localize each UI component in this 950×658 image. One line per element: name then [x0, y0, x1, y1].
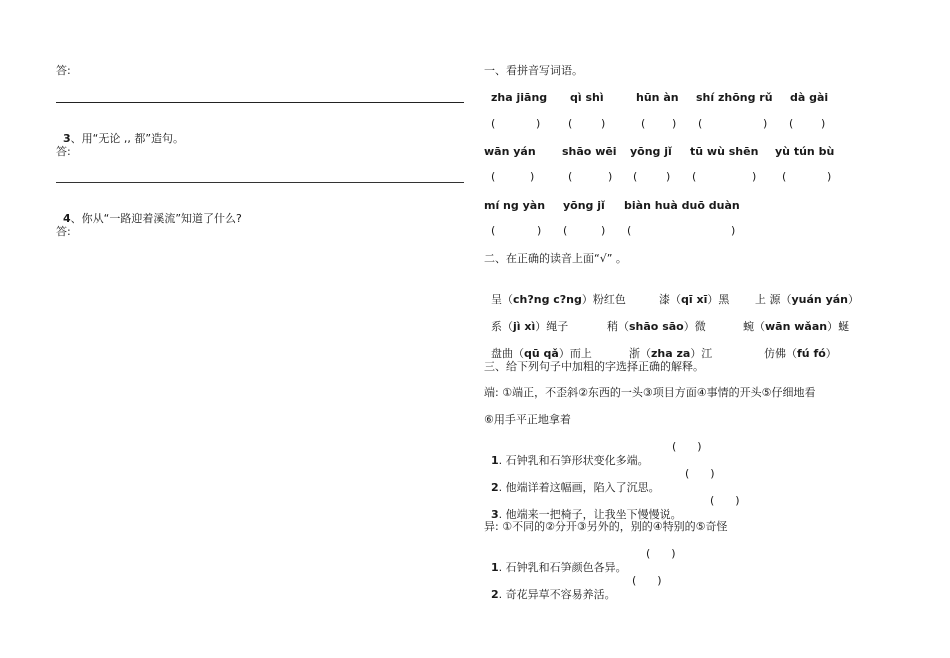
choice-word: 浙（ [629, 347, 651, 360]
choice-pinyin[interactable]: wān wǎan [765, 320, 828, 333]
choice-word: ）粉红色 [581, 293, 626, 306]
item-number: 1 [491, 561, 499, 574]
blank-close: ) [536, 117, 541, 130]
duan-item-2 [484, 467, 660, 495]
answer-line-2 [56, 182, 464, 183]
choice-pinyin[interactable]: ch?ng c?ng [513, 293, 582, 306]
blank-open: ( [698, 117, 703, 130]
blank-open: ( [491, 117, 496, 130]
section-1-title: 一、看拼音写词语。 [484, 64, 583, 77]
answer-paren[interactable]: ( ) [646, 547, 676, 560]
reading-choice [748, 279, 859, 307]
reading-choice [757, 333, 837, 361]
yi-item-1 [484, 547, 627, 575]
choice-word: 系（ [491, 320, 513, 333]
reading-choice [484, 306, 568, 334]
choice-word: 漆（ [659, 293, 681, 306]
choice-word: 蜿（ [743, 320, 765, 333]
pinyin-item: qì shì [570, 91, 604, 104]
blank-open: ( [563, 224, 568, 237]
blank-open: ( [568, 170, 573, 183]
blank-open: ( [641, 117, 646, 130]
choice-pinyin[interactable]: zha za [651, 347, 691, 360]
blank-open: ( [789, 117, 794, 130]
reading-choice [736, 306, 849, 334]
choice-pinyin[interactable]: qū qǎ [524, 347, 559, 360]
choice-word: ） [825, 347, 837, 360]
item-text: . 他端来一把椅子，让我坐下慢慢说。 [498, 508, 682, 521]
pinyin-item: yù tún bù [775, 145, 835, 158]
choice-word: ）蜒 [827, 320, 850, 333]
pinyin-item: mí ng yàn [484, 199, 546, 212]
blank-open: ( [491, 224, 496, 237]
item-number: 2 [491, 588, 499, 601]
choice-word: 呈（ [491, 293, 513, 306]
blank-close: ) [763, 117, 768, 130]
yi-item-2 [484, 574, 616, 602]
reading-choice [484, 279, 626, 307]
choice-pinyin[interactable]: fú fó [797, 347, 826, 360]
item-number: 1 [491, 454, 499, 467]
answer-label-1: 答: [56, 64, 71, 77]
choice-pinyin[interactable]: shāo sāo [629, 320, 684, 333]
blank-close: ) [666, 170, 671, 183]
answer-label-2: 答: [56, 145, 71, 158]
pinyin-item: wān yán [484, 145, 536, 158]
question-4-text: 、你从“一路迎着溪流”知道了什么? [70, 212, 242, 225]
choice-word: ）绳子 [535, 320, 569, 333]
blank-open: ( [627, 224, 632, 237]
blank-close: ) [601, 224, 606, 237]
choice-word: 盘曲（ [491, 347, 524, 360]
choice-word: ）而上 [558, 347, 592, 360]
blank-close: ) [537, 224, 542, 237]
answer-paren[interactable]: ( ) [685, 467, 715, 480]
blank-open: ( [692, 170, 697, 183]
blank-close: ) [672, 117, 677, 130]
choice-word: ）江 [690, 347, 713, 360]
duan-item-1 [484, 440, 649, 468]
choice-word: 稍（ [607, 320, 629, 333]
pinyin-item: dà gài [790, 91, 829, 104]
question-3-text: 、用“无论 ,, 都”造句。 [70, 132, 185, 145]
duan-definitions: 端: ①端正，不歪斜②东西的一头③项目方面④事情的开头⑤仔细地看 [484, 386, 816, 399]
blank-close: ) [821, 117, 826, 130]
item-text: . 奇花异草不容易养活。 [498, 588, 616, 601]
answer-line-1 [56, 102, 464, 103]
pinyin-item: zha jiāng [491, 91, 548, 104]
pinyin-item: tū wù shēn [690, 145, 759, 158]
blank-close: ) [530, 170, 535, 183]
answer-paren[interactable]: ( ) [632, 574, 662, 587]
answer-label-3: 答: [56, 225, 71, 238]
pinyin-item: shāo wēi [562, 145, 617, 158]
choice-word: ）黑 [707, 293, 730, 306]
choice-word: 仿佛（ [764, 347, 797, 360]
reading-choice [652, 279, 729, 307]
reading-choice [600, 306, 706, 334]
item-text: . 石钟乳和石笋形状变化多端。 [498, 454, 649, 467]
blank-open: ( [491, 170, 496, 183]
item-text: . 他端详着这幅画，陷入了沉思。 [498, 481, 660, 494]
blank-open: ( [633, 170, 638, 183]
pinyin-item: shí zhōng rǔ [696, 91, 773, 104]
question-4-number: 4 [63, 212, 71, 225]
answer-paren[interactable]: ( ) [672, 440, 702, 453]
section-3-title: 三、给下列句子中加粗的字选择正确的解释。 [484, 360, 704, 373]
pinyin-item: hūn àn [636, 91, 679, 104]
duan-definitions-cont: ⑥用手平正地拿着 [484, 413, 571, 426]
blank-close: ) [752, 170, 757, 183]
blank-close: ) [608, 170, 613, 183]
choice-word: ） [848, 293, 860, 306]
reading-choice [484, 333, 592, 361]
blank-close: ) [827, 170, 832, 183]
choice-word: ）微 [683, 320, 706, 333]
pinyin-item: yōng jǐ [563, 199, 605, 212]
item-text: . 石钟乳和石笋颜色各异。 [498, 561, 627, 574]
pinyin-item: biàn huà duō duàn [624, 199, 740, 212]
pinyin-item: yōng jǐ [630, 145, 672, 158]
choice-word: 上 源（ [755, 293, 792, 306]
blank-close: ) [731, 224, 736, 237]
choice-pinyin[interactable]: qī xī [681, 293, 708, 306]
blank-open: ( [782, 170, 787, 183]
choice-pinyin[interactable]: jì xì [513, 320, 536, 333]
reading-choice [622, 333, 712, 361]
section-2-title: 二、在正确的读音上面“√” 。 [484, 252, 627, 265]
question-3-number: 3 [63, 132, 71, 145]
question-3 [56, 118, 184, 146]
choice-pinyin[interactable]: yuán yán [791, 293, 849, 306]
duan-item-3 [484, 494, 682, 522]
item-number: 3 [491, 508, 499, 521]
blank-open: ( [568, 117, 573, 130]
question-4 [56, 198, 242, 226]
yi-definitions: 异: ①不同的②分开③另外的，别的④特别的⑤奇怪 [484, 520, 728, 533]
answer-paren[interactable]: ( ) [710, 494, 740, 507]
item-number: 2 [491, 481, 499, 494]
blank-close: ) [601, 117, 606, 130]
